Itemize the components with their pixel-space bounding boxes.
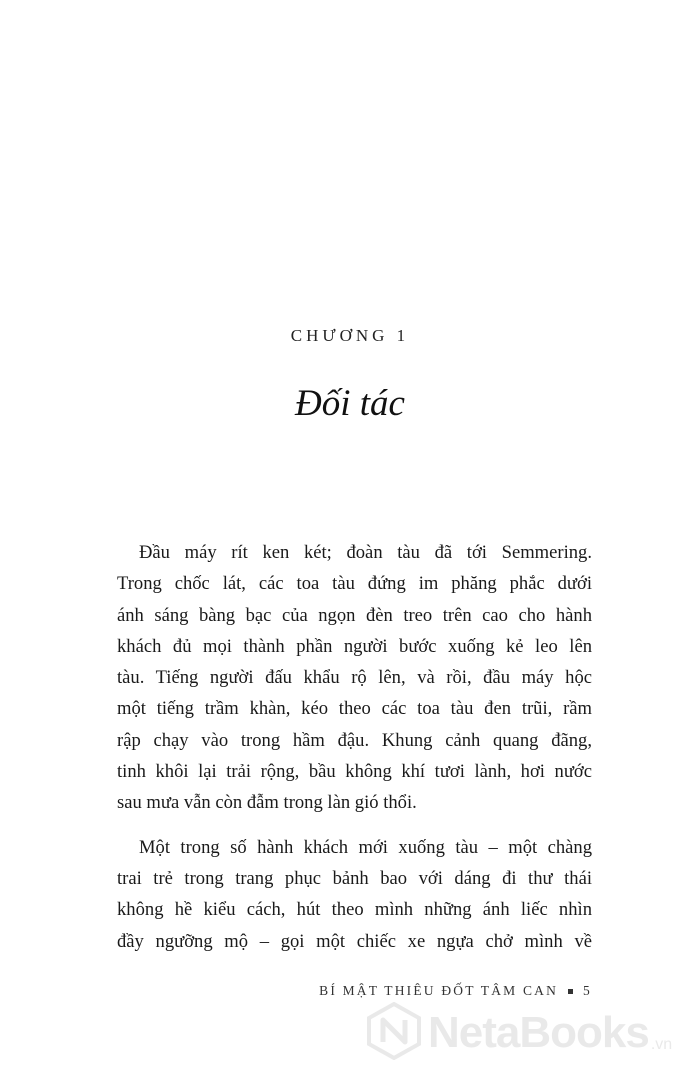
- text-line: tàu. Tiếng người đấu khẩu rộ lên, và rồi, đầu máy hộc: [117, 667, 592, 689]
- paragraph: [117, 537, 592, 819]
- footer-book-title: BÍ MẬT THIÊU ĐỐT TÂM CAN: [319, 983, 559, 998]
- watermark: [366, 1002, 672, 1064]
- text-line: trai trẻ trong trang phục bảnh bao với dáng đi thư thái: [117, 867, 592, 889]
- text-line: không hề kiểu cách, hút theo mình những ánh liếc nhìn: [117, 899, 592, 921]
- watermark-suffix: .vn: [650, 1036, 673, 1053]
- paragraph: [117, 832, 592, 957]
- body-text: [117, 537, 592, 970]
- text-line: sau mưa vẫn còn đẫm trong làn gió thổi.: [117, 792, 417, 814]
- watermark-brand: NetaBooks: [428, 1008, 649, 1057]
- text-line: khách đủ mọi thành phần người bước xuống kẻ leo lên: [117, 635, 592, 657]
- text-line: tinh khôi lại trải rộng, bầu không khí tươi lành, hơi nước: [117, 761, 592, 783]
- netabooks-n-logo-icon: [366, 1002, 422, 1064]
- text-line: Đầu máy rít ken két; đoàn tàu đã tới Semmering.: [139, 542, 592, 563]
- page-number: 5: [583, 983, 592, 998]
- text-line: ánh sáng bàng bạc của ngọn đèn treo trên cao cho hành: [117, 604, 592, 626]
- chapter-label: CHƯƠNG 1: [290, 326, 410, 345]
- text-line: rập chạy vào trong hầm đậu. Khung cảnh quang đãng,: [117, 729, 592, 751]
- text-line: Một trong số hành khách mới xuống tàu – một chàng: [139, 836, 592, 858]
- text-line: đầy ngưỡng mộ – gọi một chiếc xe ngựa chở mình về: [117, 930, 592, 952]
- text-line: Trong chốc lát, các toa tàu đứng im phăng phắc dưới: [117, 573, 592, 595]
- text-line: một tiếng trầm khàn, kéo theo các toa tàu đen trũi, rầm: [117, 698, 592, 720]
- footer-separator: [568, 989, 573, 994]
- chapter-title: Đối tác: [295, 383, 405, 424]
- running-footer: [319, 983, 592, 999]
